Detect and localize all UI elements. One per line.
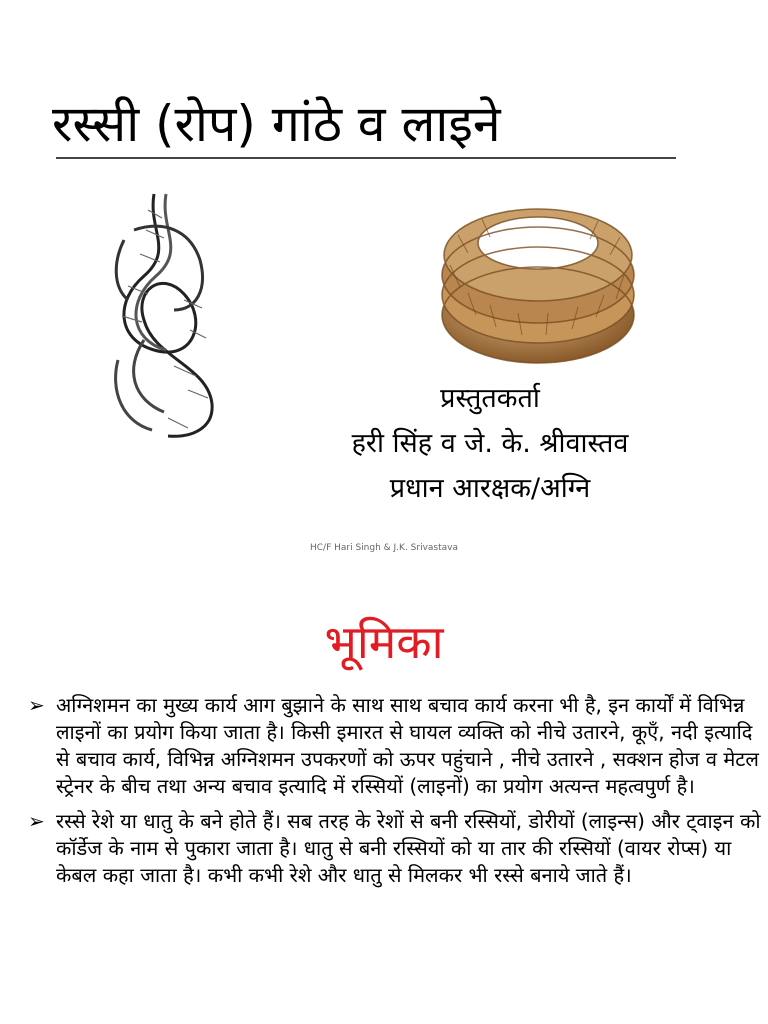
slide-introduction — [0, 588, 768, 1024]
arrow-bullet-icon: ➢ — [28, 693, 45, 717]
section-heading: भूमिका — [324, 615, 444, 669]
bullet-text: रस्से रेशे या धातु के बने होते हैं। सब तरह के रेशों से बनी रस्सियों, डोरीयों (लाइन्स) और ट्वाइन को कॉर्डेज के नाम से पुकारा जाता है। धातु से बनी रस्सियों को या तार की रस्सियों (वायर रोप्स) या केबल कहा जाता है। कभी कभी रेशे और धातु से मिलकर भी रस्से बनाये जाते हैं। — [56, 809, 761, 887]
presenter-block — [300, 376, 680, 511]
presenter-label: प्रस्तुतकर्ता — [440, 383, 540, 414]
list-item — [26, 808, 766, 889]
coiled-rope-photo — [438, 195, 638, 367]
bullet-text: अग्निशमन का मुख्य कार्य आग बुझाने के साथ साथ बचाव कार्य करना भी है, इन कार्यों में विभिन्न लाइनों का प्रयोग किया जाता है। किसी इमारत से घायल व्यक्ति को नीचे उतारने, कूएँ, नदी इत्यादि से बचाव कार्य, विभिन्न अग्निशमन उपकरणों को ऊपर पहुंचाने , नीचे उतारने , सक्शन होज व मेटल स्ट्रेनर के बीच तथा अन्य बचाव इत्यादि में रस्सियों (लाइनों) का प्रयोग अत्यन्त महत्वपुर्ण है। — [56, 693, 759, 798]
bullet-list — [26, 692, 766, 897]
arrow-bullet-icon: ➢ — [28, 809, 45, 833]
footer-credit: HC/F Hari Singh & J.K. Srivastava — [309, 543, 458, 553]
presenter-names: हरी सिंह व जे. के. श्रीवास्तव — [351, 428, 629, 459]
figure-eight-knot-illustration — [104, 190, 226, 440]
presenter-role: प्रधान आरक्षक/अग्नि — [389, 473, 591, 504]
page-title: रस्सी (रोप) गांठे व लाइने — [52, 95, 501, 153]
list-item — [26, 692, 766, 800]
title-underline — [56, 157, 676, 159]
